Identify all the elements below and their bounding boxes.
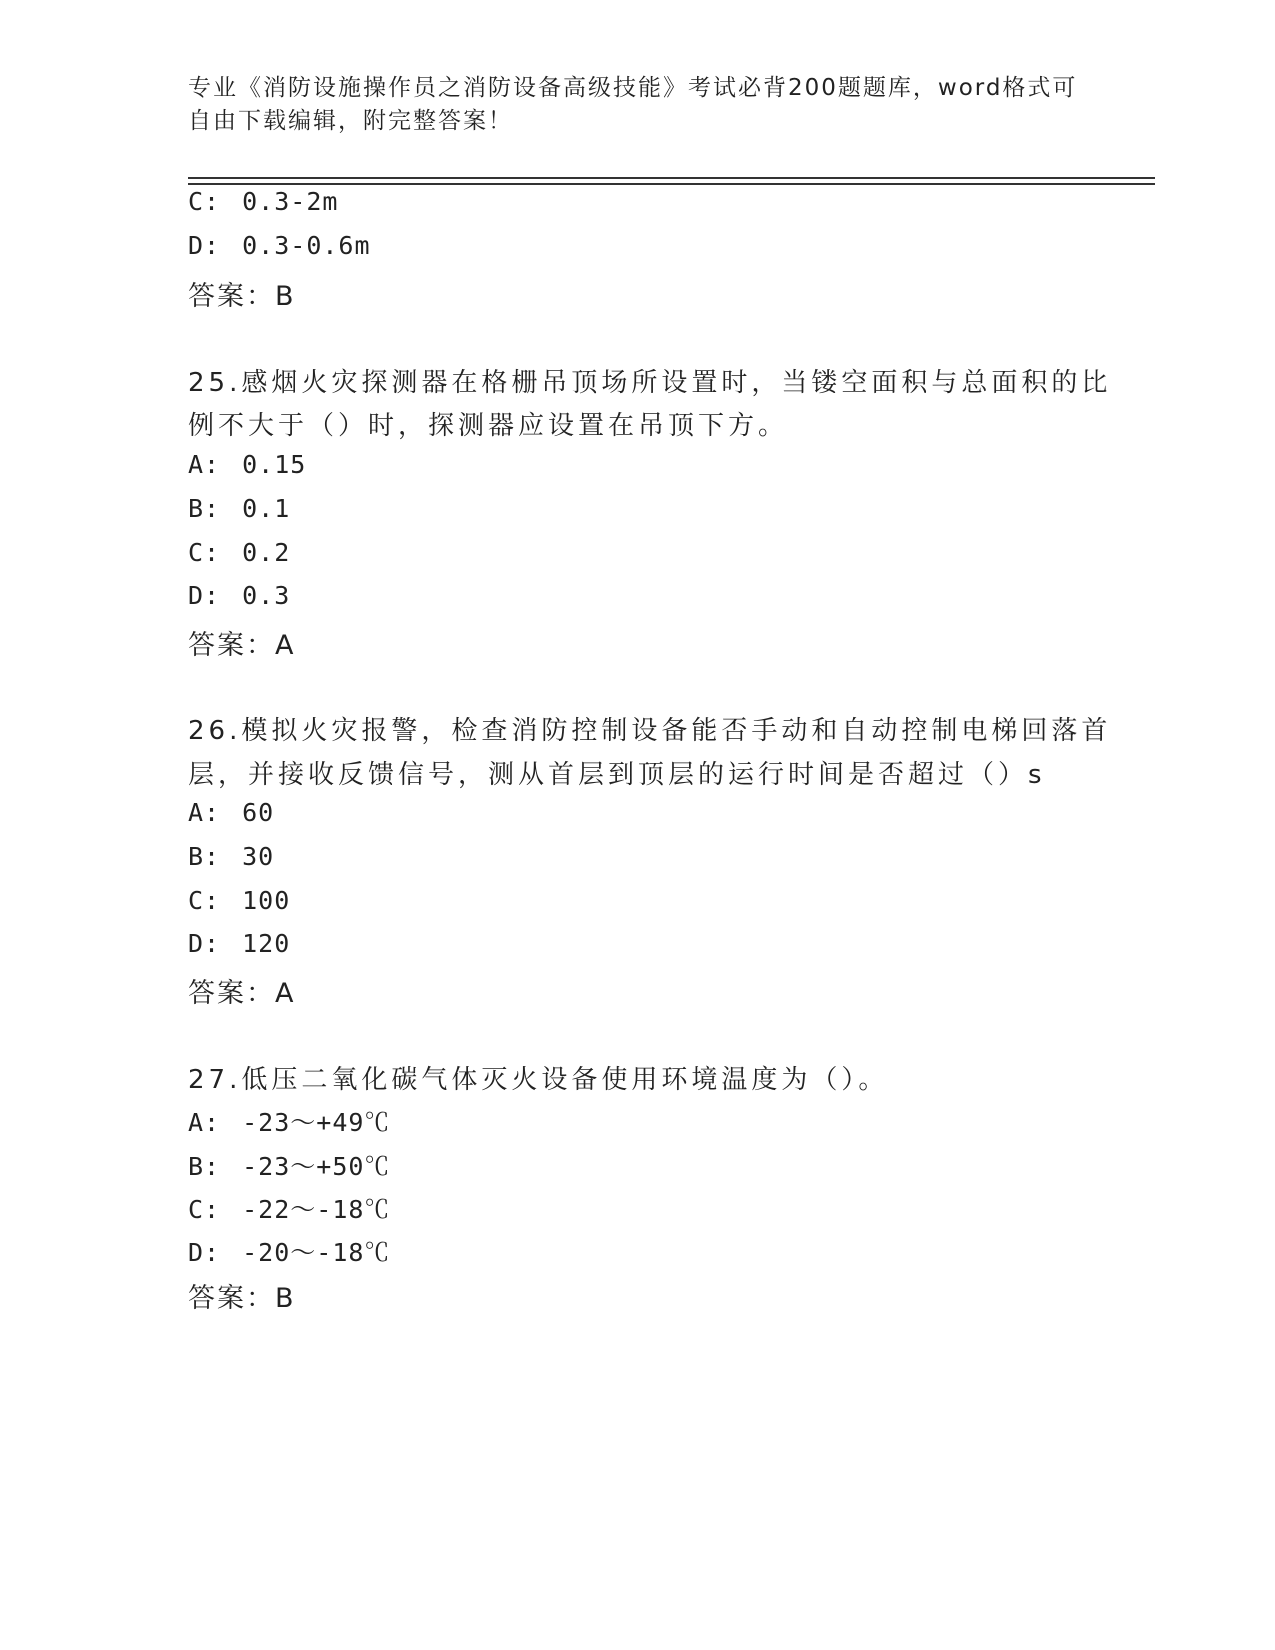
option-text: 120 — [242, 929, 291, 958]
answer-line: 答案：A — [188, 630, 296, 661]
question-26-text-line-2: 层，并接收反馈信号，测从首层到顶层的运行时间是否超过（）s — [188, 760, 1046, 790]
option-d — [188, 231, 371, 260]
option-key: C: — [188, 538, 221, 567]
option-key: D: — [188, 581, 221, 610]
option-c — [188, 538, 290, 567]
option-text: 0.3-2m — [242, 187, 339, 216]
option-text: 0.3 — [242, 581, 291, 610]
question-25-text-line-2: 例不大于（）时，探测器应设置在吊顶下方。 — [188, 411, 789, 441]
header-title-line-1: 专业《消防设施操作员之消防设备高级技能》考试必背200题题库，word格式可 — [188, 75, 1078, 101]
option-a — [188, 798, 274, 827]
option-text: 0.1 — [242, 494, 291, 523]
question-25-text-line-1: 25.感烟火灾探测器在格栅吊顶场所设置时，当镂空面积与总面积的比 — [188, 368, 1112, 398]
option-c — [188, 886, 290, 915]
option-text: 30 — [242, 842, 275, 871]
option-key: B: — [188, 494, 221, 523]
option-b — [188, 842, 274, 871]
option-c — [188, 187, 338, 216]
option-text: -20～-18℃ — [242, 1238, 391, 1267]
option-d — [188, 581, 290, 610]
option-text: -23～+50℃ — [242, 1152, 391, 1181]
option-a — [188, 1103, 390, 1139]
option-key: C: — [188, 1195, 221, 1224]
option-text: 60 — [242, 798, 275, 827]
question-27-text-line-1: 27.低压二氧化碳气体灭火设备使用环境温度为（）。 — [188, 1065, 889, 1095]
answer-line: 答案：B — [188, 1283, 296, 1314]
answer-line: 答案：B — [188, 281, 296, 312]
option-text: -22～-18℃ — [242, 1195, 391, 1224]
option-key: B: — [188, 1152, 221, 1181]
option-key: D: — [188, 231, 221, 260]
document-header — [188, 72, 1088, 138]
question-26-text-line-1: 26.模拟火灾报警，检查消防控制设备能否手动和自动控制电梯回落首 — [188, 716, 1112, 746]
option-text: 100 — [242, 886, 291, 915]
header-divider-top — [188, 177, 1155, 179]
option-key: C: — [188, 187, 221, 216]
option-b — [188, 1147, 390, 1183]
header-divider-bottom — [188, 183, 1155, 185]
option-key: D: — [188, 1238, 221, 1267]
option-text: -23～+49℃ — [242, 1108, 391, 1137]
option-key: B: — [188, 842, 221, 871]
option-key: C: — [188, 886, 221, 915]
option-a — [188, 450, 306, 479]
option-d — [188, 929, 290, 958]
option-text: 0.15 — [242, 450, 307, 479]
option-key: A: — [188, 1108, 221, 1137]
option-key: D: — [188, 929, 221, 958]
option-key: A: — [188, 798, 221, 827]
option-d — [188, 1233, 390, 1269]
option-key: A: — [188, 450, 221, 479]
answer-line: 答案：A — [188, 978, 296, 1009]
option-b — [188, 494, 290, 523]
header-title-line-2: 自由下载编辑，附完整答案！ — [188, 108, 513, 134]
option-c — [188, 1190, 390, 1226]
option-text: 0.3-0.6m — [242, 231, 371, 260]
option-text: 0.2 — [242, 538, 291, 567]
